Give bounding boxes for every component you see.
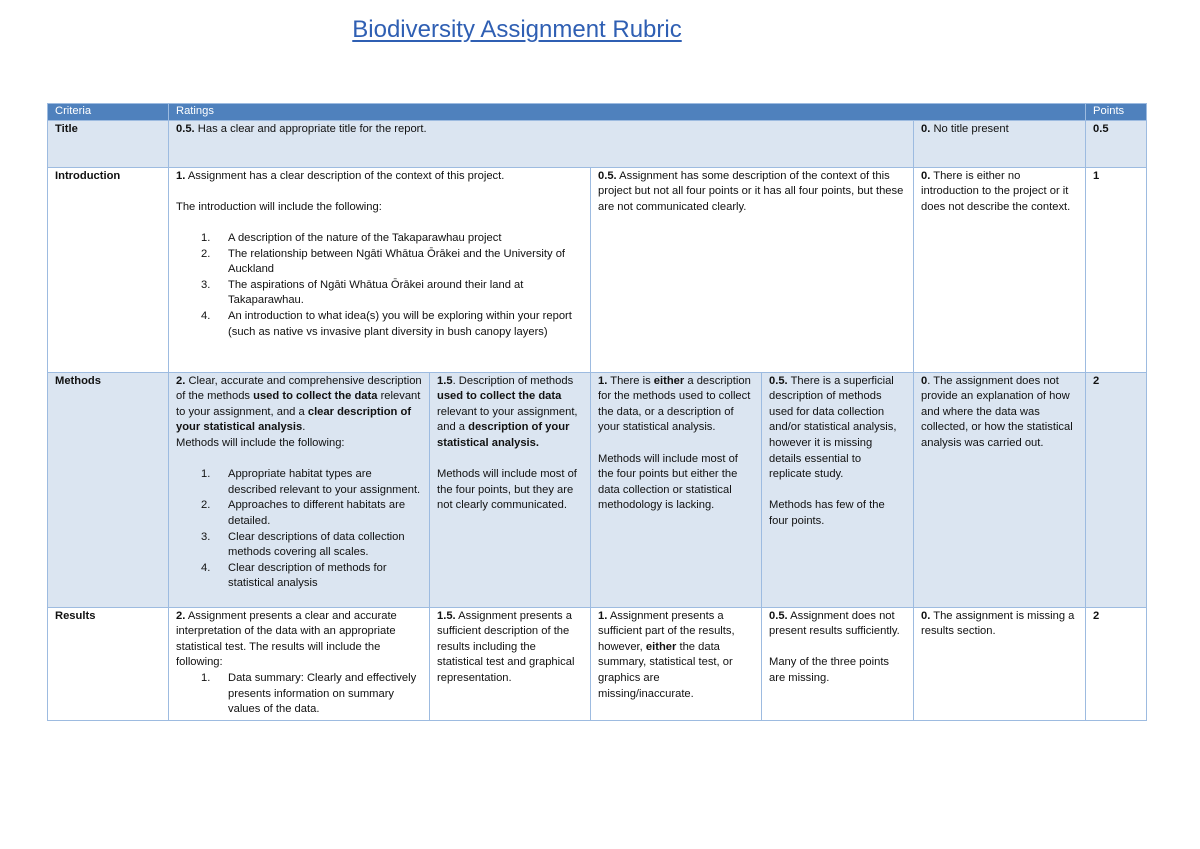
- rating-text: No title present: [930, 122, 1009, 135]
- rating-methods-3: 1. There is either a description for the methods used to collect the data, or a description of your statistical analysis. Methods will include most of the four points but either the data collection or statistical methodology is lacking.: [591, 372, 762, 607]
- list-intro: The introduction will include the following:: [176, 200, 382, 213]
- list-item: 2. Approaches to different habitats are detailed.: [201, 499, 406, 527]
- rating-introduction-3: [914, 167, 1086, 372]
- list-item: 4. An introduction to what idea(s) you will be exploring within your report (such as native vs invasive plant diversity in bush canopy layers): [201, 309, 572, 338]
- list-item: 1. Appropriate habitat types are described relevant to your assignment.: [201, 468, 421, 496]
- table-row-introduction: [48, 167, 1147, 372]
- list-item: 1. Data summary: Clearly and effectively presents information on summary values of the data.: [201, 671, 417, 716]
- rating-text: Assignment has a clear description of the context of this project.: [185, 169, 505, 182]
- rating-results-5: 0. The assignment is missing a results section.: [914, 607, 1086, 720]
- rating-score: 0.5.: [176, 122, 195, 135]
- rating-methods-2: 1.5. Description of methods used to collect the data relevant to your assignment, and a description of your statistical analysis. Methods will include most of the four points, but they are not clearly communicated.: [430, 372, 591, 607]
- table-row-results: [48, 607, 1147, 720]
- rating-title-1: [169, 120, 914, 167]
- methods-list: [176, 467, 422, 592]
- criteria-results: Results: [48, 607, 169, 720]
- rating-score: 0.: [921, 122, 931, 135]
- results-list: [176, 671, 422, 718]
- criteria-methods: Methods: [48, 372, 169, 607]
- header-row: [48, 104, 1147, 121]
- rating-introduction-2: [591, 167, 914, 372]
- header-ratings: Ratings: [169, 104, 1086, 121]
- list-item: 1. A description of the nature of the Takaparawhau project: [201, 231, 502, 244]
- rating-results-4: 0.5. Assignment does not present results sufficiently. Many of the three points are missing.: [762, 607, 914, 720]
- points-title: 0.5: [1086, 120, 1147, 167]
- rubric-table: [47, 103, 1147, 721]
- rating-introduction-1: [169, 167, 591, 372]
- list-item: 2. The relationship between Ngāti Whātua Ōrākei and the University of Auckland: [201, 247, 566, 276]
- criteria-title: Title: [48, 120, 169, 167]
- table-row-title: [48, 120, 1147, 167]
- criteria-introduction: Introduction: [48, 167, 169, 372]
- points-results: 2: [1086, 607, 1147, 720]
- list-item: 3. The aspirations of Ngāti Whātua Ōrākei around their land at Takaparawhau.: [201, 278, 524, 307]
- list-item: 4. Clear description of methods for statistical analysis: [201, 561, 387, 590]
- rating-methods-4: 0.5. There is a superficial description of methods used for data collection and/or statistical analysis, however it is missing details essential to replicate study. Methods has few of the four points.: [762, 372, 914, 607]
- rating-score: 0.: [921, 169, 931, 182]
- rating-results-3: 1. Assignment presents a sufficient part of the results, however, either the data summary, statistical test, or graphics are missing/inaccurate.: [591, 607, 762, 720]
- rating-results-1: 2. Assignment presents a clear and accurate interpretation of the data with an appropriate statistical test. The results will include the following: 1. Data summary: Clearly and effectively presents information on summary values of the data.: [169, 607, 430, 720]
- header-criteria: Criteria: [48, 104, 169, 121]
- document-title: Biodiversity Assignment Rubric: [352, 16, 682, 43]
- rating-results-2: 1.5. Assignment presents a sufficient description of the results including the statistical test and graphical representation.: [430, 607, 591, 720]
- list-intro: Methods will include the following:: [176, 436, 345, 449]
- rating-text: Assignment has some description of the context of this project but not all four points or it has all four points, but these are not communicated clearly.: [598, 169, 904, 213]
- table-row-methods: [48, 372, 1147, 607]
- rating-score: 0.5.: [598, 169, 617, 182]
- rating-methods-5: 0. The assignment does not provide an explanation of how and where the data was collected, or how the statistical analysis was carried out.: [914, 372, 1086, 607]
- rating-methods-1: 2. Clear, accurate and comprehensive description of the methods used to collect the data relevant to your assignment, and a clear description of your statistical analysis. Methods will include the following: 1. Appropriate habitat types are described relevant to your assignment. 2. Approaches to different habitats are detailed. 3. Clear descriptions of data collection methods covering all scales. 4. Clear description of methods for statistical analysis: [169, 372, 430, 607]
- header-points: Points: [1086, 104, 1147, 121]
- rating-text: There is either no introduction to the project or it does not describe the context.: [921, 169, 1071, 213]
- introduction-list: [176, 231, 583, 340]
- rating-title-2: [914, 120, 1086, 167]
- rating-score: 1.: [176, 169, 186, 182]
- points-methods: 2: [1086, 372, 1147, 607]
- rating-text: Has a clear and appropriate title for the report.: [194, 122, 427, 135]
- list-item: 3. Clear descriptions of data collection methods covering all scales.: [201, 530, 405, 559]
- points-introduction: 1: [1086, 167, 1147, 372]
